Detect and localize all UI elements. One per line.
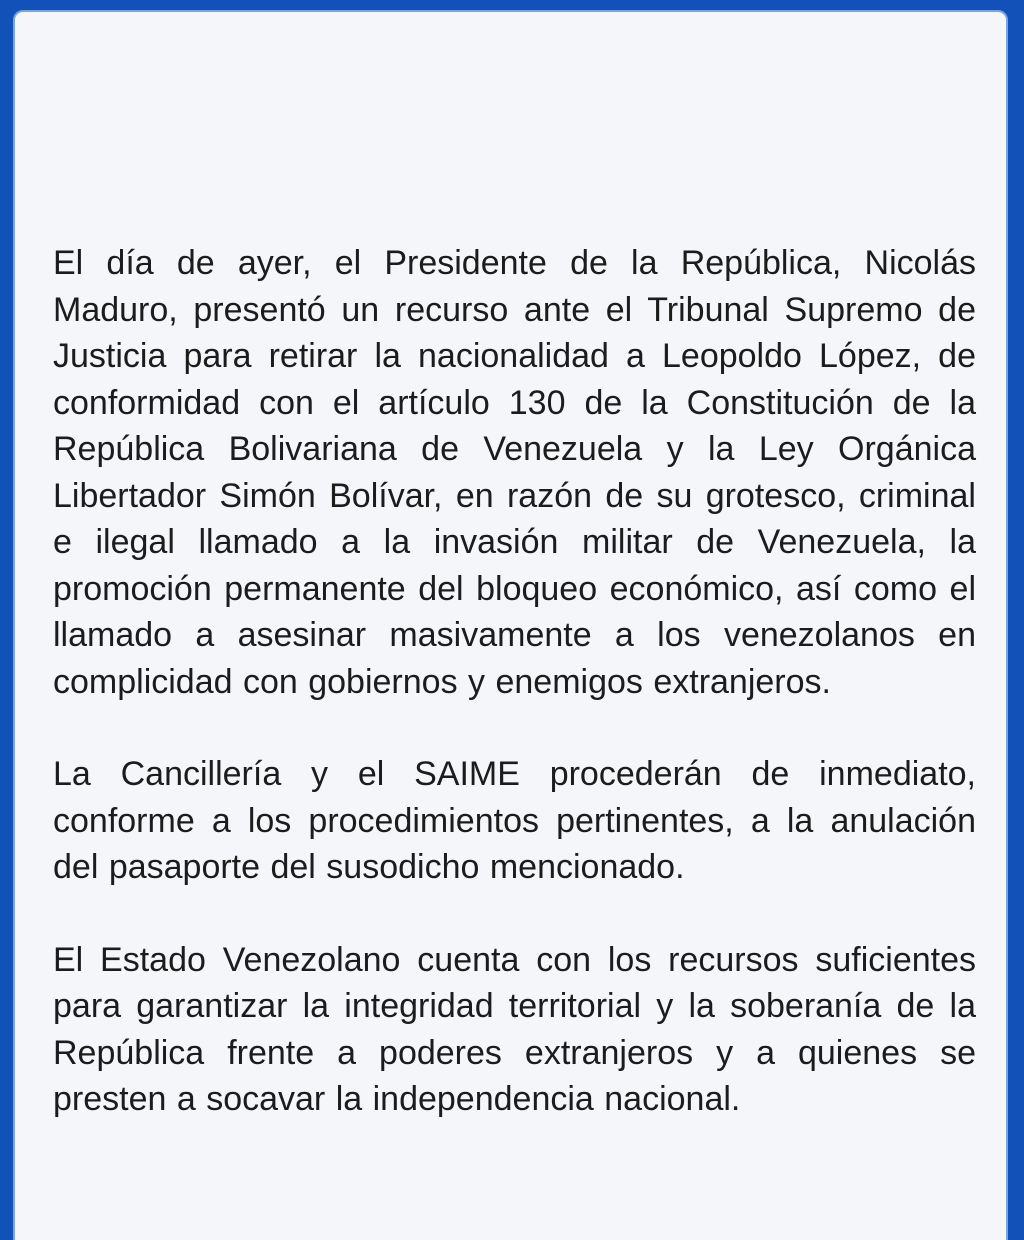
statement-card <box>15 12 1006 1240</box>
statement-paragraph: El Estado Venezolano cuenta con los recursos suficientes para garantizar la integridad territorial y la soberanía de la República frente a poderes extranjeros y a quienes se presten a socavar la independencia nacional. <box>53 940 976 1118</box>
statement-body <box>53 240 976 1169</box>
statement-paragraph: El día de ayer, el Presidente de la República, Nicolás Maduro, presentó un recurso ante el Tribunal Supremo de Justicia para retirar la nacionalidad a Leopoldo López, de conformidad con el artículo 130 de la Constitución de la República Bolivariana de Venezuela y la Ley Orgánica Libertador Simón Bolívar, en razón de su grotesco, criminal e ilegal llamado a la invasión militar de Venezuela, la promoción permanente del bloqueo económico, así como el llamado a asesinar masivamente a los venezolanos en complicidad con gobiernos y enemigos extranjeros. <box>53 244 976 701</box>
statement-paragraph: La Cancillería y el SAIME procederán de inmediato, conforme a los procedimientos pertinentes, a la anulación del pasaporte del susodicho mencionado. <box>53 755 976 886</box>
